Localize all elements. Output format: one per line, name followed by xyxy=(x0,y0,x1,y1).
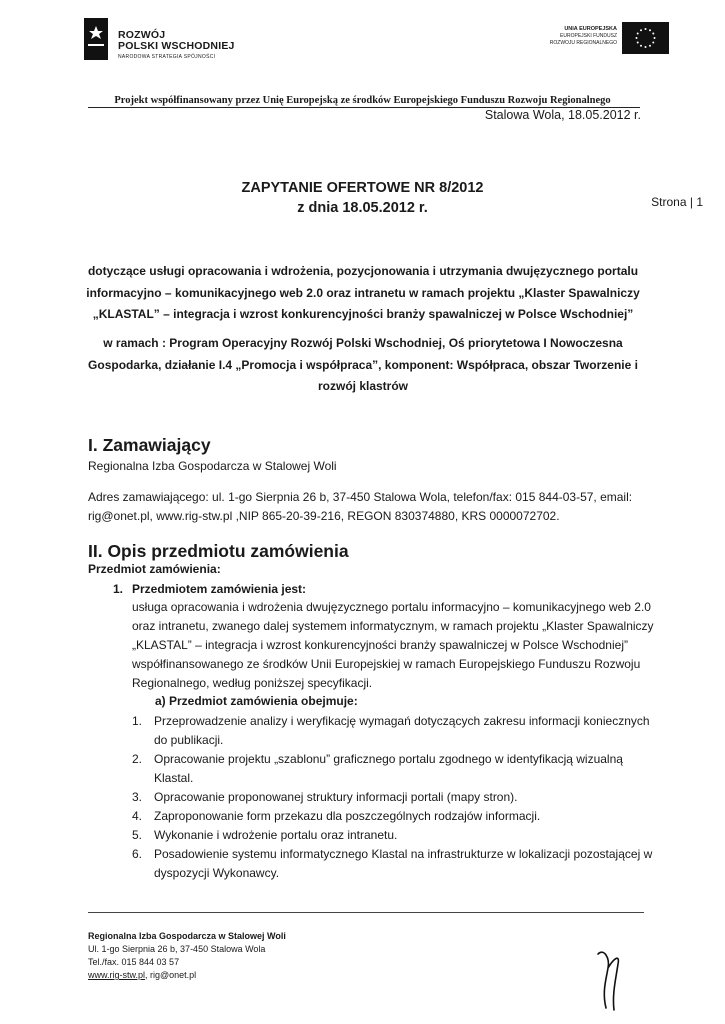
footer-org-name: Regionalna Izba Gospodarcza w Stalowej Woli xyxy=(88,931,286,941)
rpw-logo-icon xyxy=(84,18,108,60)
org-name: Regionalna Izba Gospodarcza w Stalowej Woli xyxy=(88,459,337,473)
page-number: Strona | 1 xyxy=(651,195,703,209)
document-title: ZAPYTANIE OFERTOWE NR 8/2012 xyxy=(241,180,484,196)
section-heading-order-description: II. Opis przedmiotu zamówienia xyxy=(88,541,349,561)
signature-mark xyxy=(590,944,630,1014)
footer-email: , rig@onet.pl xyxy=(145,970,197,980)
item-number: 1. xyxy=(113,582,124,596)
place-date: Stalowa Wola, 18.05.2012 r. xyxy=(484,108,641,122)
footer-website-link[interactable]: www.rig-stw.pl xyxy=(88,970,146,980)
list-item: 6. Posadowienie systemu informatycznego Klastal na infrastrukturze w lokalizacji pozostającej w dyspozycji Wykonawcy. xyxy=(132,847,653,880)
logo-text-line3: NARODOWA STRATEGIA SPÓJNOŚCI xyxy=(118,54,216,60)
footer xyxy=(88,930,286,982)
org-address: Adres zamawiającego: ul. 1-go Sierpnia 26 b, 37-450 Stalowa Wola, telefon/fax: 015 844-03-57, email: rig@onet.pl, www.rig-stw.pl ,NIP 865-20-39-216, REGON 830374880, KRS 0000072702. xyxy=(88,490,633,523)
item-body: usługa opracowania i wdrożenia dwujęzycznego portalu informacyjno – komunikacyjnego web 2.0 oraz intranetu, zwanego dalej systemem informatycznym, w ramach projektu „Klaster Spawalniczy „KLASTAL” – integracja i wzrost konkurencyjności branży spawalniczej w Polsce Wschodniej” współfinansowanego ze środków Unii Europejskiej w ramach Europejskiego Funduszu Rozwoju Regionalnego, według poniższej specyfikacji. xyxy=(132,600,654,690)
footer-divider xyxy=(88,912,644,913)
list-item: 2. Opracowanie projektu „szablonu” graficznego portalu zgodnego w identyfikacją wizualną Klastal. xyxy=(132,752,623,785)
eu-label-line2: EUROPEJSKI FUNDUSZ xyxy=(560,33,617,39)
eu-flag-icon xyxy=(622,22,669,54)
program-paragraph: w ramach : Program Operacyjny Rozwój Polski Wschodniej, Oś priorytetowa I Nowoczesna Gospodarka, działanie I.4 „Promocja i współpraca”, komponent: Współpraca, obszar Tworzenie i rozwój klastrów xyxy=(88,336,638,393)
logo-text-line2: POLSKI WSCHODNIEJ xyxy=(118,40,235,52)
list-item: 3. Opracowanie proponowanej struktury informacji portali (mapy stron). xyxy=(132,790,518,804)
eu-label-line3: ROZWOJU REGIONALNEGO xyxy=(549,40,617,46)
list-item: 1. Przeprowadzenie analizy i weryfikację wymagań dotyczących zakresu informacji koniecznych do publikacji. xyxy=(132,714,650,747)
order-subject-subheading: Przedmiot zamówienia: xyxy=(88,562,221,576)
project-cofinancing-line: Projekt współfinansowany przez Unię Europejską ze środków Europejskiego Funduszu Rozwoju Regionalnego xyxy=(114,95,611,106)
scope-subheading: a) Przedmiot zamówienia obejmuje: xyxy=(155,694,358,708)
list-item: 4. Zaproponowanie form przekazu dla poszczególnych rodzajów informacji. xyxy=(132,809,541,823)
scope-list xyxy=(132,712,662,883)
logo-text-line1: ROZWÓJ xyxy=(118,29,166,41)
list-item: 5. Wykonanie i wdrożenie portalu oraz intranetu. xyxy=(132,828,398,842)
section-heading-contracting-authority: I. Zamawiający xyxy=(88,435,211,455)
intro-paragraph: dotyczące usługi opracowania i wdrożenia, pozycjonowania i utrzymania dwujęzycznego portalu informacyjno – komunikacyjnego web 2.0 oraz intranetu w ramach projektu „Klaster Spawalniczy „KLASTAL” – integracja i wzrost konkurencyjności branży spawalniczej w Polsce Wschodniej” xyxy=(86,264,640,321)
document-date: z dnia 18.05.2012 r. xyxy=(297,200,428,216)
footer-contact xyxy=(88,969,286,982)
footer-address: Ul. 1-go Sierpnia 26 b, 37-450 Stalowa Wola xyxy=(88,944,266,954)
eu-label-line1: UNIA EUROPEJSKA xyxy=(564,26,617,32)
footer-phone: Tel./fax. 015 844 03 57 xyxy=(88,957,180,967)
eu-label xyxy=(550,26,617,47)
item-label: Przedmiotem zamówienia jest: xyxy=(132,582,307,596)
